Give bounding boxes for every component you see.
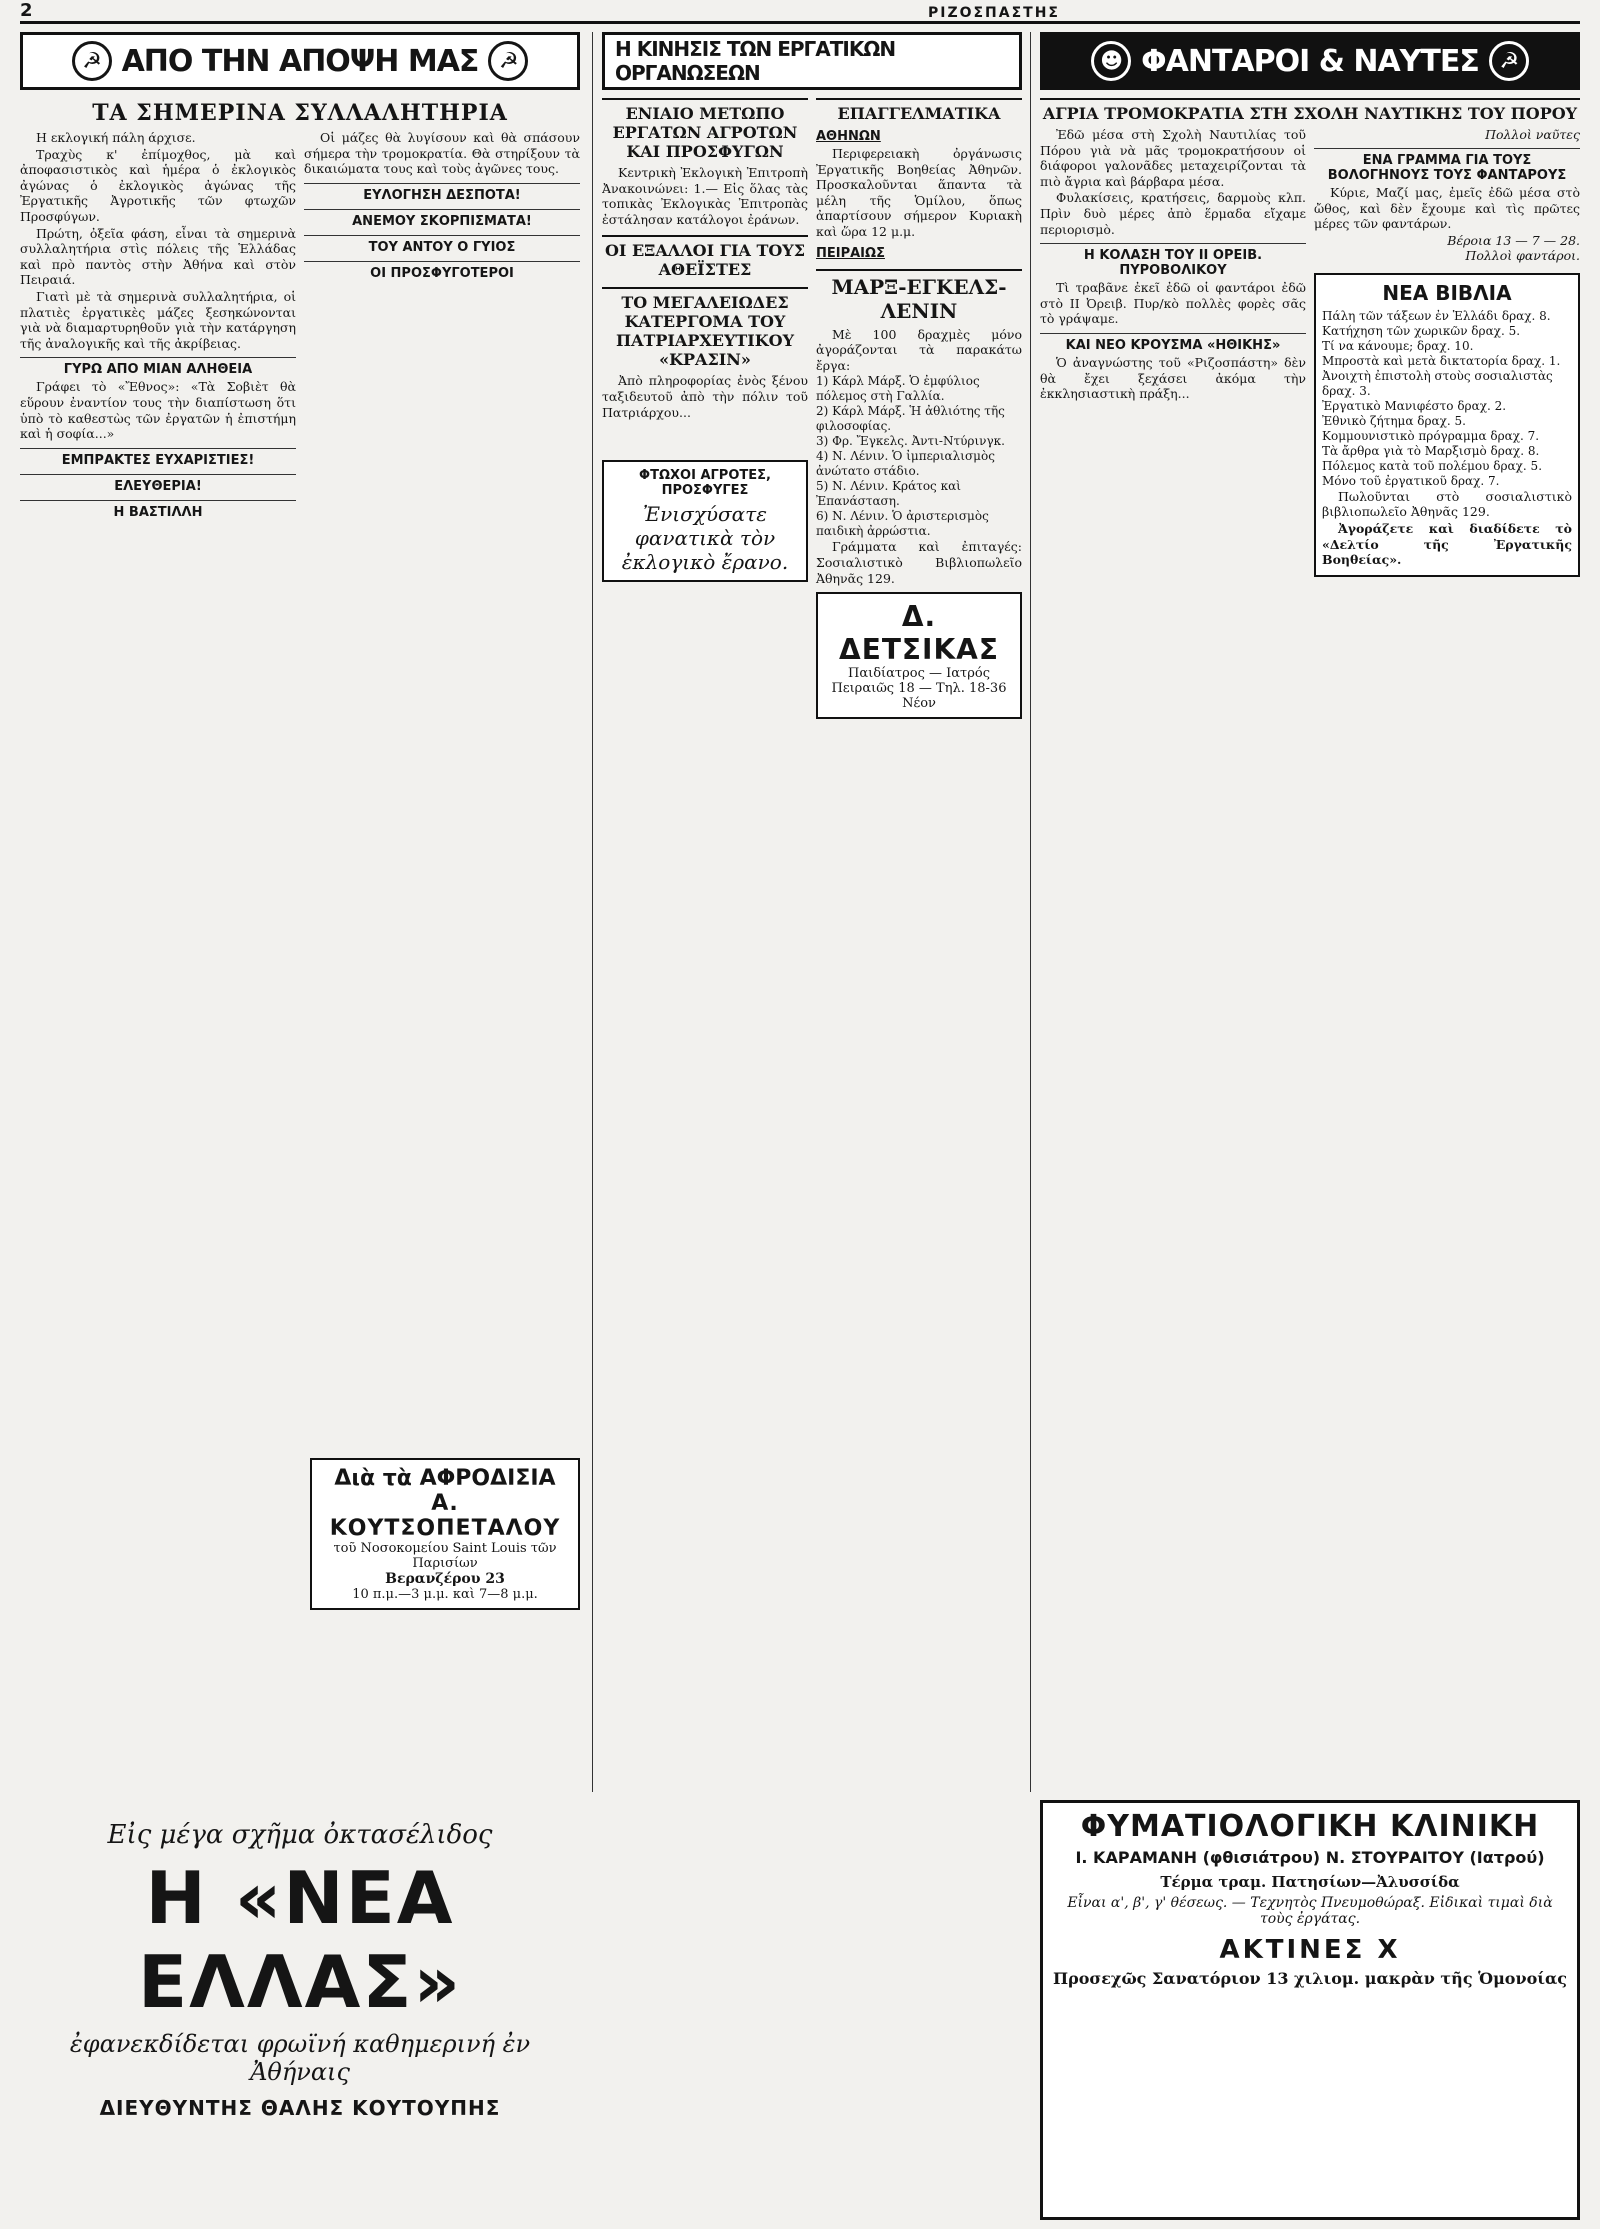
- list-item: Ἀνοιχτὴ ἐπιστολὴ στοὺς σοσιαλιστὰς δραχ. 3.: [1322, 368, 1553, 398]
- article-paragraph: Περιφερειακὴ ὀργάνωσις Ἐργατικῆς Βοηθείας Ἀθηνῶν. Προσκαλοῦνται ἅπαντα τὰ μέλη τῆς Ὁμίλου, ὅπως ἀπαρτίσουν σήμερον Κυριακὴ καὶ ὥρα 12 μ.μ.: [816, 146, 1022, 239]
- section-heading: ΤΟΥ ΑΝΤΟΥ Ο ΓΥΙΟΣ: [304, 235, 580, 255]
- column-divider: [592, 32, 593, 1792]
- ad-hours: 10 π.μ.—3 μ.μ. καὶ 7—8 μ.μ.: [352, 1587, 538, 1602]
- list-item: 1) Κάρλ Μάρξ. Ὁ ἐμφύλιος πόλεμος στὴ Γαλλία.: [816, 374, 980, 404]
- ad-director: ΔΙΕΥΘΥΝΤΗΣ ΘΑΛΗΣ ΚΟΥΤΟΥΠΗΣ: [99, 2096, 501, 2120]
- article-title: ΤΑ ΣΗΜΕΡΙΝΑ ΣΥΛΛΑΛΗΤΗΡΙΑ: [92, 100, 508, 126]
- article-paragraph: Μὲ 100 δραχμὲς μόνο ἀγοράζονται τὰ παρακάτω ἔργα:: [816, 326, 1022, 373]
- list-item: Τί να κάνουμε; δραχ. 10.: [1322, 338, 1474, 353]
- ad-heading: ΦΤΩΧΟΙ ΑΓΡΟΤΕΣ, ΠΡΟΣΦΥΓΕΣ: [639, 468, 771, 499]
- column-divider: [1030, 32, 1031, 1792]
- list-item: 2) Κάρλ Μάρξ. Ἡ ἀθλιότης τῆς φιλοσοφίας.: [816, 404, 1005, 434]
- list-item: Κομμουνιστικὸ πρόγραμμα δραχ. 7.: [1322, 428, 1540, 443]
- ad-credential: Παιδίατρος — Ιατρός: [848, 666, 990, 682]
- list-item: Πάλη τῶν τάξεων ἐν Ἑλλάδι δραχ. 8.: [1322, 308, 1551, 323]
- new-books-box: [1314, 273, 1580, 577]
- section-heading: ΕΝΑ ΓΡΑΜΜΑ ΓΙΑ ΤΟΥΣ ΒΟΛΟΓΗΝΟΥΣ ΤΟΥΣ ΦΑΝΤΑΡΟΥΣ: [1314, 148, 1580, 183]
- section-banner-kinisis: [602, 32, 1022, 90]
- hammer-sickle-icon: ☭: [72, 41, 112, 81]
- ad-name: Α. ΚΟΥΤΣΟΠΕΤΑΛΟΥ: [329, 1491, 561, 1541]
- article-paragraph: Οἱ μάζες θὰ λυγίσουν καὶ θὰ σπάσουν σήμερα τὴν τρομοκρατία. Θὰ στηρίξουν τὰ δικαιώματα τους καὶ τοὺς ἀγῶνες τους.: [304, 130, 580, 177]
- article-paragraph: Γράμματα καὶ ἐπιταγές: Σοσιαλιστικὸ Βιβλιοπωλεῖο Ἀθηνᾶς 129.: [816, 539, 1022, 586]
- article-paragraph: Κύριε, Μαζί μας, ἐμεῖς ἐδῶ μέσα στὸ ὤθος, καὶ δὲν ἔχουμε καὶ τὶς πρῶτες μέρες τῶν φαντάρων.: [1314, 185, 1580, 232]
- ad-nea-ellas: [20, 1800, 580, 2160]
- banner-title: Η ΚΙΝΗΣΙΣ ΤΩΝ ΕΡΓΑΤΙΚΩΝ ΟΡΓΑΝΩΣΕΩΝ: [615, 37, 896, 85]
- list-item: 6) Ν. Λένιν. Ὁ ἀριστερισμὸς παιδικὴ ἀρρώστια.: [816, 509, 989, 539]
- signature: Πολλοὶ φαντάροι.: [1465, 247, 1580, 263]
- ad-name: Δ. ΔΕΤΣΙΚΑΣ: [839, 600, 999, 667]
- ad-ftoxoi-agrotes: [602, 460, 808, 582]
- clinic-xray: ΑΚΤΙΝΕΣ Χ: [1219, 1935, 1401, 1965]
- list-item: Μόνο τοῦ ἐργατικοῦ δραχ. 7.: [1322, 473, 1500, 488]
- clinic-title: ΦΥΜΑΤΙΟΛΟΓΙΚΗ ΚΛΙΝΙΚΗ: [1080, 1809, 1540, 1844]
- ad-address: Βερανζέρου 23: [385, 1571, 505, 1587]
- ad-credential: τοῦ Νοσοκομείου Saint Louis τῶν Παρισίων: [333, 1541, 557, 1571]
- ad-pre: Εἰς μέγα σχῆμα ὀκτασέλιδος: [107, 1820, 493, 1850]
- list-item: Τὰ ἄρθρα γιὰ τὸ Μαρξισμὸ δραχ. 8.: [1322, 443, 1540, 458]
- list-item: Μπροστὰ καὶ μετὰ δικτατορία δραχ. 1.: [1322, 353, 1561, 368]
- hammer-sickle-icon: ☭: [1489, 41, 1529, 81]
- list-item: Ἐργατικὸ Μανιφέστο δραχ. 2.: [1322, 398, 1507, 413]
- section-heading: Η ΒΑΣΤΙΛΛΗ: [20, 500, 296, 520]
- section-heading: ΓΥΡΩ ΑΠΟ ΜΙΑΝ ΑΛΗΘΕΙΑ: [20, 357, 296, 377]
- list-item: 4) Ν. Λένιν. Ὁ ἰμπεριαλισμὸς ἀνώτατο στάδιο.: [816, 449, 995, 479]
- article-paragraph: Ἐδῶ μέσα στὴ Σχολὴ Ναυτιλίας τοῦ Πόρου γιὰ νὰ μᾶς τρομοκρατήσουν οἱ διάφοροι γαλονᾶδες μεταχειρίζονται τὰ πιὸ ἄγρια καὶ βάρβαρα μέσα.: [1040, 127, 1306, 189]
- article-paragraph: Ἀπὸ πληροφορίας ἐνὸς ξένου ταξιδευτοῦ ἀπὸ τὴν πόλιν τοῦ Πατριάρχου...: [602, 373, 808, 420]
- section-banner-apo-tin-apopsi: [20, 32, 580, 90]
- clinic-doctors: Ι. ΚΑΡΑΜΑΝΗ (φθισιάτρου) Ν. ΣΤΟΥΡΑΙΤΟΥ (Ιατρού): [1075, 1848, 1545, 1867]
- article-title: ΤΟ ΜΕΓΑΛΕΙΩΔΕΣ ΚΑΤΕΡΓΟΜΑ ΤΟΥ ΠΑΤΡΙΑΡΧΕΥΤΙΚΟΥ «ΚΡΑΣΙΝ»: [602, 287, 808, 369]
- page-number: 2: [20, 0, 33, 21]
- article-paragraph: Τραχὺς κ' ἐπίμοχθος, μὰ καὶ ἀποφασιστικὸς καὶ ἡμέρα ὁ ἐκλογικὸς ἀγώνας ὁ ἐκλογικὸς ἀγώνας τῆς Ἐργατικῆς Ἀγροτικῆς τῶν φτωχῶν Προσφύγων.: [20, 146, 296, 224]
- article-paragraph: Η εκλογική πάλη άρχισε.: [36, 130, 196, 145]
- section-heading: ΕΥΛΟΓΗΣΗ ΔΕΣΠΟΤΑ!: [304, 183, 580, 203]
- column-right: [1040, 32, 1580, 1792]
- article-paragraph: Φυλακίσεις, κρατήσεις, δαρμοὺς κλπ. Πρὶν δυὸ μέρες ἀπὸ ἕρμαδα εἴχαμε περιορισμὸ.: [1040, 190, 1306, 237]
- soldier-portrait-icon: ☻: [1091, 41, 1131, 81]
- list-item: 3) Φρ. Ἔγκελς. Ἀντι-Ντύρινγκ.: [816, 434, 1005, 449]
- column-left: [20, 32, 580, 1792]
- section-heading: ΚΑΙ ΝΕΟ ΚΡΟΥΣΜΑ «ΗΘΙΚΗΣ»: [1040, 333, 1306, 353]
- article-paragraph: Πρώτη, ὀξεῖα φάση, εἶναι τὰ σημερινὰ συλλαλητήρια στὶς πόλεις τῆς Ἑλλάδας καὶ πρὸ παντὸς στὴν Ἀθήνα καὶ στὸν Πειραιά.: [20, 225, 296, 288]
- section-heading: ΕΛΕΥΘΕΡΙΑ!: [20, 474, 296, 494]
- section-heading: ΟΙ ΠΡΟΣΦΥΓΟΤΕΡΟΙ: [304, 261, 580, 281]
- section-heading: ΑΝΕΜΟΥ ΣΚΟΡΠΙΣΜΑΤΑ!: [304, 209, 580, 229]
- article-paragraph: Γιατὶ μὲ τὰ σημερινὰ συλλαλητήρια, οἱ πλατιὲς ἐργατικὲς μάζες ξεσηκώνονται γιὰ νὰ διαμαρτυρηθοῦν γιὰ τὴν κατάργηση τῆς ἀναλογικῆς καὶ τῆς ἀκρίβειας.: [20, 288, 296, 351]
- article-title: ΑΓΡΙΑ ΤΡΟΜΟΚΡΑΤΙΑ ΣΤΗ ΣΧΟΛΗ ΝΑΥΤΙΚΗΣ ΤΟΥ ΠΟΡΟΥ: [1040, 98, 1580, 123]
- books-footer: Πωλοῦνται στὸ σοσιαλιστικὸ βιβλιοπωλεῖο Ἀθηνᾶς 129.: [1322, 488, 1572, 520]
- ad-heading: Διὰ τὰ ΑΦΡΟΔΙΣΙΑ: [334, 1466, 556, 1491]
- clinic-services: Εἶναι α', β', γ' θέσεως. — Τεχνητὸς Πνευμοθώραξ. Εἰδικαὶ τιμαὶ διὰ τοὺς ἐργάτας.: [1067, 1895, 1553, 1927]
- column-middle: [602, 32, 1022, 1792]
- article-paragraph: Γράφει τὸ «Ἔθνος»: «Τὰ Σοβιὲτ θὰ εὕρουν ἐναντίον τους τὴν διαπίστωση ὅτι ὑπὸ τὸ καθεστὼς τῶν ἐργατῶν ἡ ἐπιστήμη καὶ ἡ σοφία...»: [20, 379, 296, 442]
- ad-koutsopetalou: [310, 1458, 580, 1610]
- ad-address: Πειραιῶς 18 — Τηλ. 18-36 Νέον: [831, 681, 1007, 712]
- list-item: Κατήχηση τῶν χωρικῶν δραχ. 5.: [1322, 323, 1521, 338]
- section-banner-fantaroi: [1040, 32, 1580, 90]
- article-paragraph: Ὁ ἀναγνώστης τοῦ «Ριζοσπάστη» δὲν θὰ ἔχει ξεχάσει ἀκόμα τὴν ἐκκλησιαστικὴ πράξη...: [1040, 354, 1306, 402]
- article-title: ΟΙ ΕΞΑΛΛΟΙ ΓΙΑ ΤΟΥΣ ΑΘΕΪΣΤΕΣ: [602, 235, 808, 279]
- ad-clinic: [1040, 1800, 1580, 2220]
- ad-detsikas: [816, 592, 1022, 719]
- article-paragraph: Κεντρικὴ Ἐκλογικὴ Ἐπιτροπὴ Ἀνακοινώνει: 1.— Εἰς ὅλας τὰς τοπικὰς Ἐκλογικὰς Ἐπιτροπὰς ἐστάλησαν κατάλογοι ἐράνων.: [602, 165, 808, 227]
- article-title: ΜΑΡΞ-ΕΓΚΕΛΣ-ΛΕΝΙΝ: [816, 269, 1022, 323]
- section-subheading: ΑΘΗΝΩΝ: [816, 129, 881, 144]
- clinic-note: Προσεχῶς Σανατόριον 13 χιλιομ. μακρὰν τῆς Ὁμονοίας: [1052, 1969, 1568, 1988]
- section-heading: ΕΜΠΡΑΚΤΕΣ ΕΥΧΑΡΙΣΤΙΕΣ!: [20, 448, 296, 468]
- signature: Πολλοὶ ναῦτες: [1485, 127, 1580, 142]
- list-item: 5) Ν. Λένιν. Κράτος καὶ Ἐπανάσταση.: [816, 479, 961, 509]
- masthead-line: [20, 0, 1580, 24]
- banner-title: ΑΠΟ ΤΗΝ ΑΠΟΨΗ ΜΑΣ: [121, 43, 479, 79]
- ad-title: Η «ΝΕΑ ΕΛΛΑΣ»: [137, 1856, 463, 2024]
- new-books-list: [1322, 309, 1572, 489]
- books-footer: Ἀγοράζετε καὶ διαδίδετε τὸ «Δελτίο τῆς Ἐργατικῆς Βοηθείας».: [1322, 520, 1572, 568]
- list-item: Ἐθνικὸ ζήτημα δραχ. 5.: [1322, 413, 1466, 428]
- article-title: ΕΝΙΑΙΟ ΜΕΤΩΠΟ ΕΡΓΑΤΩΝ ΑΓΡΟΤΩΝ ΚΑΙ ΠΡΟΣΦΥΓΩΝ: [602, 98, 808, 161]
- banner-title: ΦΑΝΤΑΡΟΙ & ΝΑΥΤΕΣ: [1141, 43, 1479, 79]
- book-list: [816, 374, 1022, 539]
- section-subheading: ΠΕΙΡΑΙΩΣ: [816, 245, 885, 261]
- dateline: Βέροια 13 — 7 — 28.: [1447, 232, 1580, 248]
- ad-post: ἐφανεκδίδεται φρωϊνή καθημερινή ἐν Ἀθήναις: [69, 2030, 531, 2086]
- new-books-title: ΝΕΑ ΒΙΒΛΙΑ: [1382, 280, 1512, 305]
- hammer-sickle-icon: ☭: [488, 41, 528, 81]
- clinic-address: Τέρμα τραμ. Πατησίων—Ἀλυσσίδα: [1160, 1873, 1460, 1891]
- ad-text: Ἐνισχύσατε φανατικὰ τὸν ἐκλογικὸ ἔρανο.: [621, 502, 789, 575]
- list-item: Πόλεμος κατὰ τοῦ πολέμου δραχ. 5.: [1322, 458, 1543, 473]
- paper-name: ΡΙΖΟΣΠΑΣΤΗΣ: [927, 5, 1060, 21]
- section-heading: Η ΚΟΛΑΣΗ ΤΟΥ ΙΙ ΟΡΕΙΒ. ΠΥΡΟΒΟΛΙΚΟΥ: [1040, 243, 1306, 278]
- article-title: ΕΠΑΓΓΕΛΜΑΤΙΚΑ: [816, 98, 1022, 123]
- article-paragraph: Τὶ τραβᾶνε ἐκεῖ ἐδῶ οἱ φαντάροι ἐδῶ στὸ ΙΙ Ὀρειβ. Πυρ/κὸ πολλὲς φορὲς σᾶς τὸ γράψαμε.: [1040, 280, 1306, 327]
